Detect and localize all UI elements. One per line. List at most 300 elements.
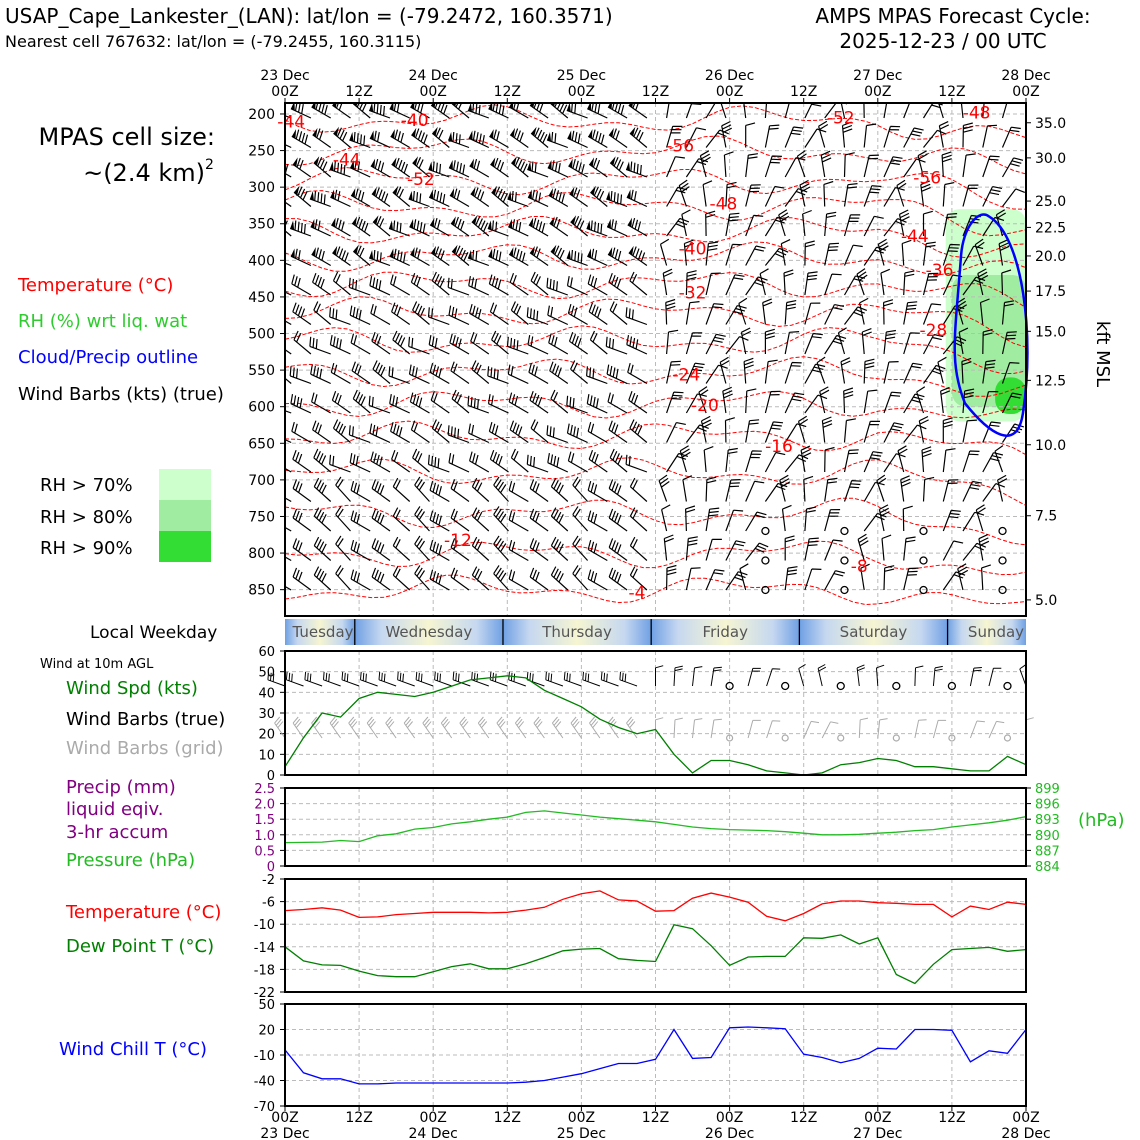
wind-barb bbox=[724, 152, 733, 177]
panel-ytick-label: -14 bbox=[253, 940, 275, 956]
series-line-dew bbox=[285, 925, 1026, 984]
wind-barb bbox=[470, 159, 489, 177]
pressure-tick-label: 750 bbox=[248, 509, 275, 526]
contour-label: -36 bbox=[925, 260, 954, 281]
wind-barb bbox=[924, 477, 935, 501]
wind-barb bbox=[943, 480, 958, 502]
pressure-tick-label: 500 bbox=[248, 326, 275, 343]
contour-label: -32 bbox=[678, 283, 707, 304]
wind-barb bbox=[530, 509, 548, 531]
wind-barb bbox=[879, 505, 889, 531]
wind-barb bbox=[490, 450, 508, 472]
wind-barb bbox=[588, 570, 607, 590]
legend-rh90-label: RH > 90% bbox=[40, 538, 133, 559]
wind-barb bbox=[550, 216, 568, 236]
sfc-wind-spd-label: Wind Spd (kts) bbox=[66, 678, 198, 699]
wind-barb bbox=[471, 332, 489, 354]
wind-barb bbox=[369, 102, 390, 118]
wind-barb bbox=[588, 422, 607, 442]
wind-barb bbox=[353, 245, 370, 266]
weekday-label: Friday bbox=[702, 623, 749, 641]
wind-barb bbox=[273, 332, 291, 354]
contour-label: -52 bbox=[826, 108, 855, 129]
wind-barb bbox=[272, 159, 291, 177]
wind-barb bbox=[904, 333, 920, 354]
wind-barb bbox=[509, 481, 528, 501]
sfc-barb-grid bbox=[627, 717, 638, 738]
wind-barb bbox=[726, 510, 743, 531]
wind-barb bbox=[391, 275, 410, 295]
wind-barb bbox=[470, 304, 489, 324]
sfc-barb-grid bbox=[822, 722, 838, 738]
contour-label: -28 bbox=[919, 320, 948, 341]
wind-barb bbox=[726, 418, 735, 443]
panel-ytick-label: -70 bbox=[253, 1100, 275, 1115]
wind-barb bbox=[314, 537, 330, 560]
panel-ytick-label: -22 bbox=[253, 986, 275, 1001]
windchill-panel bbox=[254, 998, 1026, 1115]
wind-barb bbox=[825, 510, 840, 531]
contour-label: -40 bbox=[678, 239, 707, 260]
sfc-section-label: Wind at 10m AGL bbox=[40, 657, 154, 672]
height-tick-label: 15.0 bbox=[1035, 324, 1067, 341]
wind-barb bbox=[551, 97, 568, 118]
wind-barb bbox=[667, 392, 684, 413]
sfc-barb-true bbox=[453, 672, 470, 686]
wind-barb bbox=[904, 568, 919, 590]
top-hour-label: 12Z bbox=[938, 84, 966, 100]
contour-label: -56 bbox=[913, 168, 942, 189]
wind-barb bbox=[350, 453, 370, 472]
wind-barb bbox=[589, 450, 607, 472]
wind-barb bbox=[630, 537, 647, 560]
legend-rh90-swatch bbox=[159, 531, 211, 562]
wind-barb bbox=[884, 300, 893, 325]
wind-barb bbox=[310, 191, 331, 207]
sfc-barb-true bbox=[305, 672, 322, 686]
wind-barb bbox=[509, 393, 528, 413]
wind-barb bbox=[353, 390, 370, 413]
wind-barb bbox=[352, 362, 370, 384]
pressure-tick-label: 300 bbox=[248, 180, 275, 197]
wind-barb bbox=[825, 478, 838, 501]
wind-barb bbox=[627, 189, 647, 206]
sfc-barb-true bbox=[398, 672, 415, 686]
wind-barb bbox=[450, 334, 469, 354]
wind-barb bbox=[494, 536, 509, 561]
wind-barb bbox=[805, 334, 823, 355]
wind-barb bbox=[272, 452, 291, 472]
wind-barb bbox=[432, 272, 449, 295]
wind-barb bbox=[588, 481, 607, 501]
wind-barb bbox=[686, 568, 700, 590]
wind-barb bbox=[608, 247, 627, 265]
wind-barb bbox=[451, 216, 469, 236]
wind-barb bbox=[330, 307, 351, 324]
wind-barb bbox=[568, 276, 588, 295]
panel-ytick-label: 40 bbox=[258, 686, 275, 702]
wind-barb bbox=[629, 391, 647, 413]
wind-barb bbox=[293, 450, 311, 472]
wind-barb bbox=[864, 124, 876, 148]
wind-barb bbox=[884, 188, 905, 207]
wind-barb bbox=[393, 508, 409, 531]
panel-ytick-label: -18 bbox=[253, 963, 275, 979]
wind-barb bbox=[432, 420, 449, 443]
wind-barb bbox=[293, 509, 311, 531]
wind-barb bbox=[610, 449, 627, 472]
legend-rh: RH (%) wrt liq. wat bbox=[18, 311, 188, 332]
wind-barb bbox=[666, 300, 676, 325]
wind-barb bbox=[797, 151, 806, 177]
contour-label: -16 bbox=[765, 437, 793, 458]
wind-barb bbox=[609, 509, 627, 531]
top-date-label: 23 Dec bbox=[260, 68, 310, 84]
wind-barb bbox=[630, 508, 647, 531]
sfc-barb-true bbox=[620, 672, 637, 686]
wind-barb bbox=[626, 161, 647, 177]
wind-barb bbox=[805, 303, 820, 324]
wind-barb bbox=[963, 123, 973, 148]
wind-barb bbox=[629, 246, 647, 266]
sfc-barb-true bbox=[656, 666, 664, 686]
wind-barb bbox=[726, 213, 740, 236]
wind-barb bbox=[430, 363, 449, 383]
sfc-barb-true bbox=[435, 672, 452, 686]
wind-barb bbox=[943, 418, 952, 443]
panel-ytick-label: 0 bbox=[266, 769, 275, 784]
wind-barb bbox=[706, 242, 718, 266]
wind-barb bbox=[352, 216, 370, 236]
contour-label: -48 bbox=[709, 194, 738, 215]
sfc-barb-grid bbox=[748, 720, 761, 738]
wind-barb bbox=[273, 187, 291, 207]
cell-size-title: MPAS cell size: bbox=[38, 123, 215, 151]
wind-barb bbox=[983, 156, 1000, 177]
wind-barb bbox=[845, 419, 856, 443]
sfc-barb-true bbox=[693, 667, 703, 686]
wind-barb bbox=[722, 122, 732, 148]
wind-barb bbox=[351, 540, 370, 560]
sfc-barb-grid bbox=[933, 720, 946, 738]
wind-barb bbox=[448, 132, 469, 148]
wind-barb bbox=[370, 424, 390, 443]
sfc-barb-true bbox=[416, 672, 433, 686]
wind-barb bbox=[471, 187, 489, 207]
wind-barb bbox=[860, 298, 869, 324]
bottom-hour-label: 12Z bbox=[641, 1110, 670, 1126]
wind-barb bbox=[686, 302, 699, 325]
wind-barb bbox=[746, 451, 762, 472]
wind-barb bbox=[845, 153, 855, 177]
wind-barb bbox=[726, 306, 747, 325]
wind-barb bbox=[330, 455, 351, 472]
wind-barb bbox=[785, 127, 803, 148]
wind-barb bbox=[995, 446, 1003, 472]
wind-barb bbox=[1003, 189, 1025, 207]
wind-barb bbox=[550, 362, 568, 384]
wind-barb bbox=[706, 273, 721, 295]
height-tick-label: 7.5 bbox=[1035, 508, 1058, 525]
wind-barb bbox=[468, 102, 489, 118]
wind-barb bbox=[741, 328, 750, 354]
legend-wind-barbs: Wind Barbs (kts) (true) bbox=[18, 384, 224, 405]
wind-barb bbox=[332, 98, 350, 118]
wind-barb bbox=[765, 187, 784, 207]
wind-barb bbox=[857, 269, 867, 295]
wind-barb bbox=[527, 161, 548, 177]
wind-barb bbox=[448, 425, 469, 442]
wind-barb bbox=[609, 568, 627, 590]
contour-label: -24 bbox=[672, 365, 701, 386]
wind-barb bbox=[805, 129, 826, 148]
sfc-barb-grid bbox=[330, 717, 341, 738]
wind-barb bbox=[746, 215, 764, 236]
wind-barb bbox=[630, 420, 647, 443]
cell-size-value: ~(2.4 km) bbox=[83, 159, 205, 187]
panel-ytick-label: -6 bbox=[262, 895, 275, 911]
wind-barb bbox=[293, 538, 311, 560]
sfc-barb-grid bbox=[404, 717, 415, 738]
weekday-label: Sunday bbox=[967, 623, 1025, 641]
calm-wind-marker bbox=[841, 557, 848, 564]
wind-barb bbox=[568, 159, 587, 177]
legend-rh80-swatch bbox=[159, 500, 211, 531]
height-tick-label: 22.5 bbox=[1035, 220, 1067, 237]
wind-barb bbox=[587, 220, 608, 236]
calm-wind-marker bbox=[920, 528, 927, 535]
wind-barb bbox=[765, 391, 780, 413]
wind-barb bbox=[547, 278, 568, 295]
contour-label: -44 bbox=[332, 150, 361, 171]
sfc-barb-grid bbox=[859, 718, 868, 738]
wind-barb bbox=[799, 416, 808, 442]
wind-barb bbox=[413, 449, 430, 472]
wind-barb bbox=[765, 125, 779, 147]
wind-barb bbox=[765, 329, 774, 354]
wind-barb bbox=[588, 511, 607, 531]
weekday-title: Local Weekday bbox=[90, 623, 218, 643]
wind-barb bbox=[746, 154, 758, 177]
forecast-cycle: 2025-12-23 / 00 UTC bbox=[839, 29, 1047, 53]
wind-barb bbox=[489, 248, 509, 265]
wind-barb bbox=[746, 389, 757, 413]
wind-barb bbox=[659, 475, 669, 501]
wind-barb bbox=[571, 361, 588, 384]
sfc-calm-true bbox=[782, 683, 789, 690]
bottom-date-label: 27 Dec bbox=[853, 1126, 903, 1140]
wind-barb bbox=[492, 186, 509, 207]
bottom-hour-label: 12Z bbox=[938, 1110, 966, 1126]
bottom-hour-label: 00Z bbox=[419, 1110, 447, 1126]
wind-barb bbox=[917, 387, 925, 413]
wind-barb bbox=[821, 151, 831, 177]
wind-barb bbox=[392, 450, 410, 472]
sfc-barb-true bbox=[711, 667, 722, 686]
precip-label-1: Precip (mm) bbox=[66, 777, 176, 798]
top-hour-label: 12Z bbox=[345, 84, 373, 100]
legend-rh70-label: RH > 70% bbox=[40, 475, 133, 496]
wind-barb bbox=[551, 245, 568, 266]
top-hour-label: 00Z bbox=[419, 84, 447, 100]
wind-barb bbox=[548, 160, 568, 177]
sfc-barbs-true-label: Wind Barbs (true) bbox=[66, 709, 226, 730]
sfc-barb-true bbox=[799, 664, 806, 686]
sfc-barb-true bbox=[818, 665, 826, 687]
wind-barb bbox=[805, 364, 825, 383]
wind-barb bbox=[510, 128, 528, 148]
wind-barb bbox=[293, 157, 311, 177]
wind-barb bbox=[547, 425, 568, 442]
sfc-barb-grid bbox=[989, 721, 1004, 738]
wind-barb bbox=[573, 536, 588, 561]
wind-barb bbox=[864, 390, 877, 413]
wind-barb bbox=[529, 218, 548, 236]
cell-size-exponent: 2 bbox=[205, 157, 214, 173]
panel-ytick-label: 1.5 bbox=[254, 813, 275, 829]
calm-wind-marker bbox=[999, 528, 1006, 535]
wind-barb bbox=[783, 505, 792, 531]
wind-barb bbox=[511, 449, 528, 472]
panel-ytick-label: -10 bbox=[253, 1049, 275, 1064]
height-tick-label: 30.0 bbox=[1035, 150, 1067, 167]
wind-barb bbox=[979, 535, 989, 561]
wind-barb bbox=[314, 478, 330, 501]
sfc-barb-grid bbox=[674, 718, 683, 738]
sfc-barb-grid bbox=[552, 717, 563, 738]
wind-barb bbox=[898, 446, 907, 472]
wind-barb bbox=[370, 276, 390, 295]
weekday-band bbox=[285, 619, 1026, 645]
wind-barb bbox=[702, 416, 712, 442]
wind-barb bbox=[331, 363, 350, 383]
top-hour-label: 00Z bbox=[271, 84, 299, 100]
sfc-barb-true bbox=[601, 672, 618, 686]
wind-barb bbox=[293, 568, 311, 590]
wind-barb bbox=[706, 304, 723, 325]
wind-barb bbox=[292, 275, 311, 295]
pressure-tick-label: 350 bbox=[248, 216, 275, 233]
sfc-barb-grid bbox=[515, 717, 525, 738]
weekday-label: Tuesday bbox=[292, 623, 354, 641]
sfc-barb-true bbox=[379, 672, 396, 686]
panel-ytick-label: 0.5 bbox=[254, 844, 275, 860]
wind-barb bbox=[527, 307, 548, 324]
wind-barb bbox=[469, 130, 489, 147]
wind-barb bbox=[527, 455, 548, 472]
wind-barb bbox=[312, 247, 331, 265]
wind-barb bbox=[490, 303, 508, 325]
wind-barb bbox=[373, 361, 390, 384]
windchill-label: Wind Chill T (°C) bbox=[59, 1039, 207, 1060]
wind-barb bbox=[825, 305, 844, 325]
wind-barb bbox=[509, 570, 528, 590]
wind-barb bbox=[963, 451, 980, 472]
wind-barb bbox=[781, 240, 790, 266]
wind-barb bbox=[529, 363, 548, 383]
bottom-date-label: 28 Dec bbox=[1001, 1126, 1051, 1140]
wind-barb bbox=[570, 332, 588, 354]
weekday-label: Wednesday bbox=[385, 623, 473, 641]
sfc-dewpt-label: Dew Point T (°C) bbox=[66, 936, 215, 957]
wind-barb bbox=[393, 537, 409, 560]
wind-barb bbox=[350, 306, 370, 325]
wind-barb bbox=[336, 536, 351, 561]
wind-barb bbox=[706, 477, 716, 501]
sfc-barb-true bbox=[286, 672, 303, 686]
wind-barb bbox=[609, 538, 627, 560]
panel-ytick-label: -40 bbox=[253, 1074, 275, 1090]
wind-barb bbox=[844, 388, 854, 413]
wind-barb bbox=[667, 157, 685, 177]
precip-label-2: liquid eqiv. bbox=[66, 799, 164, 820]
wind-barb bbox=[785, 536, 794, 561]
sfc-barb-true bbox=[970, 668, 982, 687]
panel-ytick-label: 50 bbox=[258, 998, 275, 1013]
wind-barb bbox=[686, 506, 695, 531]
wind-barb bbox=[746, 246, 766, 266]
wind-barb bbox=[311, 219, 331, 236]
wind-barb bbox=[494, 477, 509, 502]
wind-barb bbox=[551, 567, 567, 590]
panel-ytick-label: 60 bbox=[258, 645, 275, 660]
wind-barb bbox=[372, 187, 390, 207]
sfc-barb-true bbox=[748, 668, 761, 686]
sfc-barb-true bbox=[583, 672, 600, 686]
bottom-date-label: 24 Dec bbox=[408, 1126, 458, 1140]
wind-barb bbox=[336, 477, 351, 502]
precip-label-3: 3-hr accum bbox=[66, 822, 169, 843]
pressure-tick-label: 550 bbox=[248, 363, 275, 380]
sfc-barb-true bbox=[857, 665, 865, 686]
wind-barb bbox=[884, 392, 901, 413]
wind-barb bbox=[530, 98, 548, 118]
bottom-hour-label: 00Z bbox=[1012, 1110, 1040, 1126]
wind-barb bbox=[334, 420, 351, 443]
wind-barb bbox=[547, 132, 568, 148]
wind-barb bbox=[571, 215, 588, 236]
wind-barb bbox=[293, 479, 311, 501]
wind-barb bbox=[410, 247, 429, 265]
sfc-calm-true bbox=[837, 683, 844, 690]
wind-barb bbox=[746, 185, 761, 207]
bottom-hour-label: 12Z bbox=[345, 1110, 373, 1126]
pressure-tick-label: 650 bbox=[248, 436, 275, 453]
wind-barb bbox=[667, 566, 677, 591]
pressure-tick-label: 700 bbox=[248, 472, 275, 489]
top-hour-label: 12Z bbox=[641, 84, 670, 100]
sfc-temp-label: Temperature (°C) bbox=[66, 902, 222, 923]
wind-barb bbox=[784, 270, 793, 295]
panel-ytick-label: 30 bbox=[258, 707, 275, 722]
sfc-barb-grid bbox=[386, 717, 396, 738]
wind-barb bbox=[334, 127, 351, 148]
wind-barb bbox=[610, 302, 627, 325]
sfc-calm-grid bbox=[1004, 735, 1010, 741]
sfc-barb-grid bbox=[711, 719, 722, 738]
panel-ytick-label: -10 bbox=[253, 918, 275, 934]
wind-barb bbox=[472, 508, 488, 531]
wind-barb bbox=[450, 188, 469, 206]
wind-barb bbox=[567, 102, 588, 118]
wind-barb bbox=[686, 97, 703, 118]
bottom-hour-label: 12Z bbox=[789, 1110, 818, 1126]
wind-barb bbox=[904, 537, 916, 561]
sfc-calm-grid bbox=[782, 735, 788, 741]
sfc-barb-grid bbox=[804, 721, 819, 738]
pressure-right-tick-label: 887 bbox=[1035, 844, 1060, 860]
wind-barb bbox=[904, 302, 918, 325]
